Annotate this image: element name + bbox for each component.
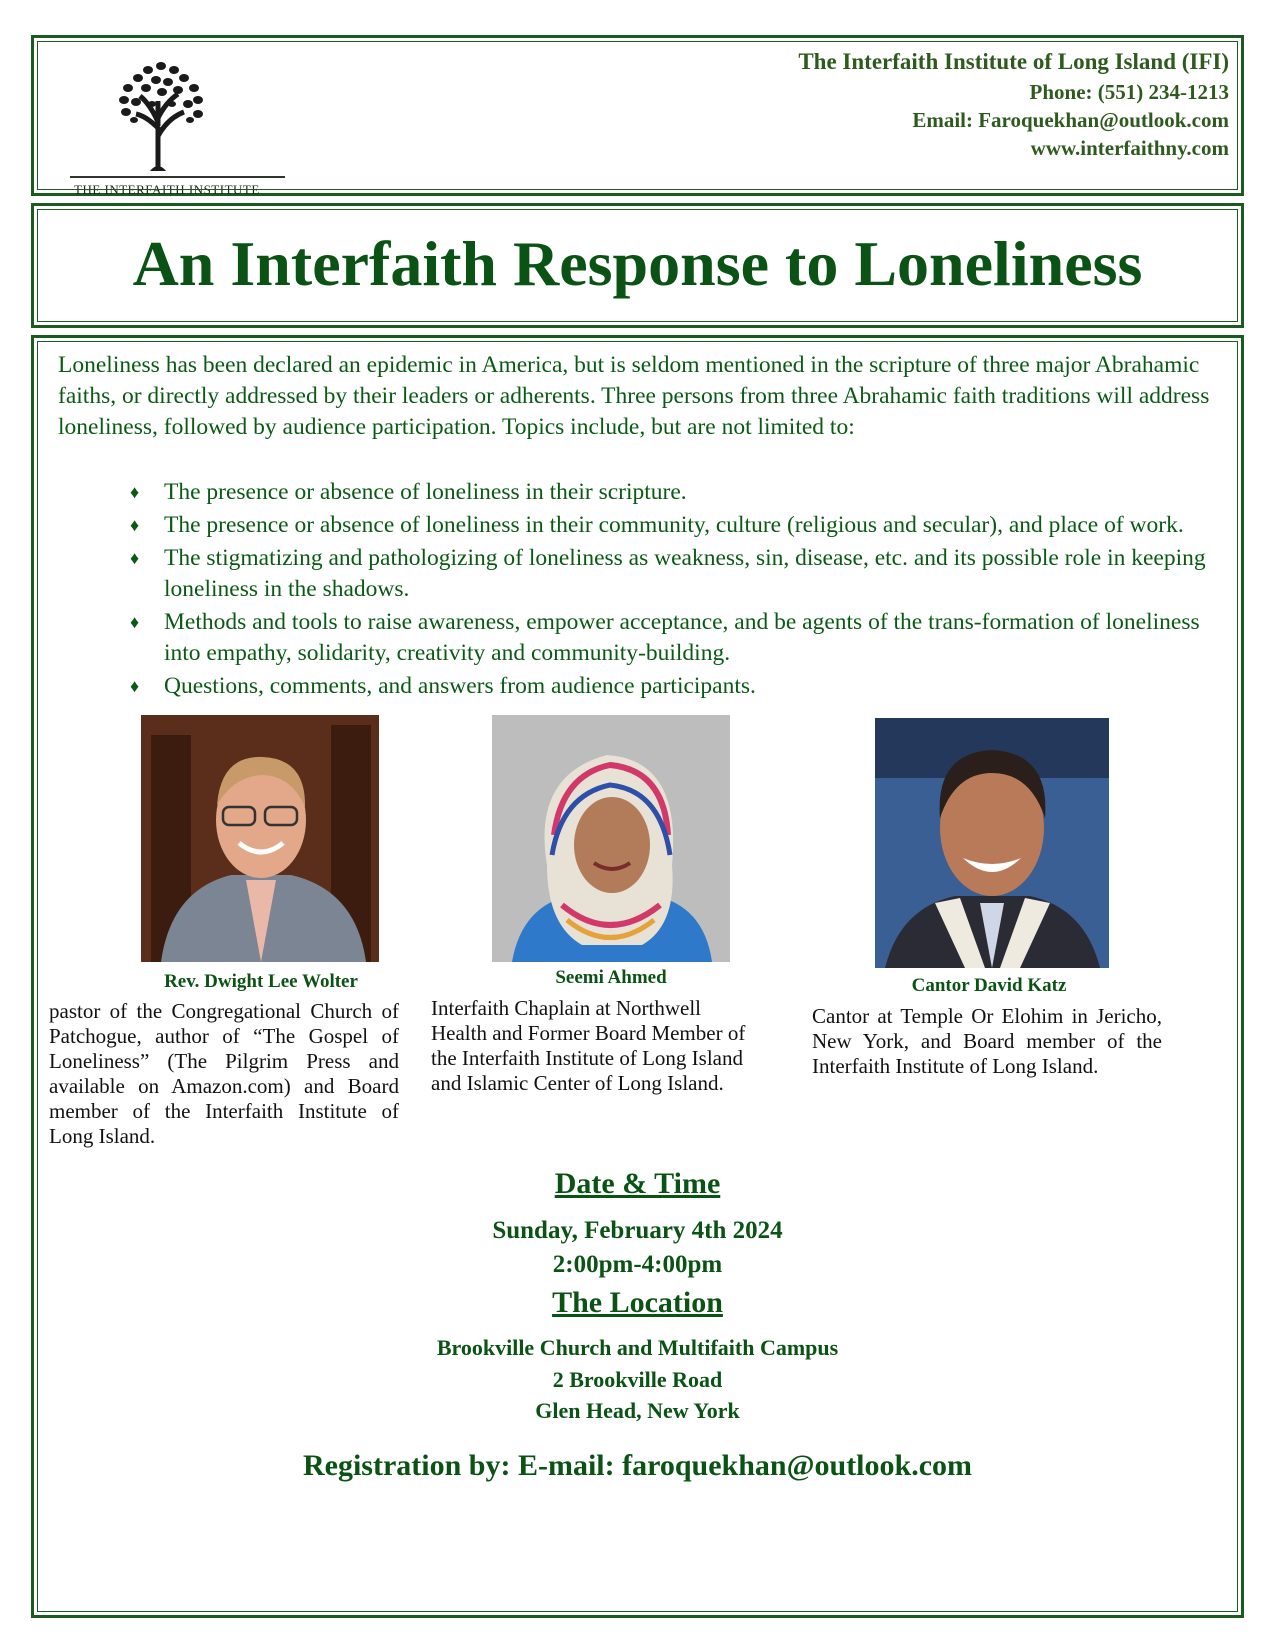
page-title: An Interfaith Response to Loneliness xyxy=(132,228,1143,299)
speaker-photo-katz xyxy=(875,718,1109,968)
title-box xyxy=(31,203,1244,328)
venue-city: Glen Head, New York xyxy=(535,1398,740,1423)
speaker-bio-ahmed: Interfaith Chaplain at Northwell Health and Former Board Member of the Interfaith Institute of Long Island and Islamic Center of Long Island. xyxy=(431,996,746,1095)
speaker-name-wolter: Rev. Dwight Lee Wolter xyxy=(164,971,358,992)
list-item: ♦ Methods and tools to raise awareness, empower acceptance, and be agents of the trans-formation of loneliness into empathy, solidarity, creativity and community-building. xyxy=(130,609,1200,666)
main-box xyxy=(31,335,1244,1618)
date-time-heading: Date & Time xyxy=(554,1167,721,1200)
list-item: ♦ The stigmatizing and pathologizing of loneliness as weakness, sin, disease, etc. and its possible role in keeping loneliness in the shadows. xyxy=(130,545,1206,602)
event-date: Sunday, February 4th 2024 xyxy=(492,1217,783,1244)
registration-line[interactable]: Registration by: E-mail: faroquekhan@outlook.com xyxy=(302,1449,973,1482)
diamond-bullet-icon: ♦ xyxy=(130,612,140,632)
list-item: ♦ The presence or absence of loneliness in their community, culture (religious and secular), and place of work. xyxy=(130,510,1230,541)
header-box xyxy=(31,35,1244,196)
venue-address: 2 Brookville Road xyxy=(552,1367,723,1392)
logo-text: THE INTERFAITH INSTITUTE xyxy=(74,182,260,197)
diamond-bullet-icon: ♦ xyxy=(130,548,140,568)
topics-list xyxy=(130,477,1230,704)
speaker-photo-wolter xyxy=(141,715,379,962)
logo-divider xyxy=(70,176,285,178)
email[interactable]: Email: Faroquekhan@outlook.com xyxy=(912,108,1229,132)
institute-logo xyxy=(54,56,274,197)
speaker-bio-wolter: pastor of the Congregational Church of Patchogue, author of “The Gospel of Loneliness” (The Pilgrim Press and available on Amazon.com) and Board member of the Interfaith Institute of Long Island. xyxy=(49,999,399,1148)
list-item: ♦ The presence or absence of loneliness in their scripture. xyxy=(130,477,1230,508)
phone: Phone: (551) 234-1213 xyxy=(1029,80,1229,104)
org-name: The Interfaith Institute of Long Island (IFI) xyxy=(798,49,1229,74)
contact-block xyxy=(798,46,1229,162)
speaker-photo-ahmed xyxy=(492,715,730,962)
diamond-bullet-icon: ♦ xyxy=(130,515,140,535)
website-link[interactable]: www.interfaithny.com xyxy=(1030,136,1229,160)
list-item: ♦ Questions, comments, and answers from audience participants. xyxy=(130,671,1230,702)
speaker-name-ahmed: Seemi Ahmed xyxy=(555,967,667,988)
intro-paragraph: Loneliness has been declared an epidemic in America, but is seldom mentioned in the scripture of three major Abrahamic faiths, or directly addressed by their leaders or adherents. Three persons from three Abrahamic faith traditions will address loneliness, followed by audience participation. Topics include, but are not limited to: xyxy=(58,352,1210,440)
diamond-bullet-icon: ♦ xyxy=(130,482,140,502)
event-time: 2:00pm-4:00pm xyxy=(552,1251,723,1278)
tree-icon xyxy=(106,56,216,171)
venue-name: Brookville Church and Multifaith Campus xyxy=(436,1335,839,1360)
diamond-bullet-icon: ♦ xyxy=(130,676,140,696)
speaker-name-katz: Cantor David Katz xyxy=(911,975,1067,996)
speaker-bio-katz: Cantor at Temple Or Elohim in Jericho, New York, and Board member of the Interfaith Institute of Long Island. xyxy=(812,1004,1162,1078)
location-heading: The Location xyxy=(552,1286,723,1319)
